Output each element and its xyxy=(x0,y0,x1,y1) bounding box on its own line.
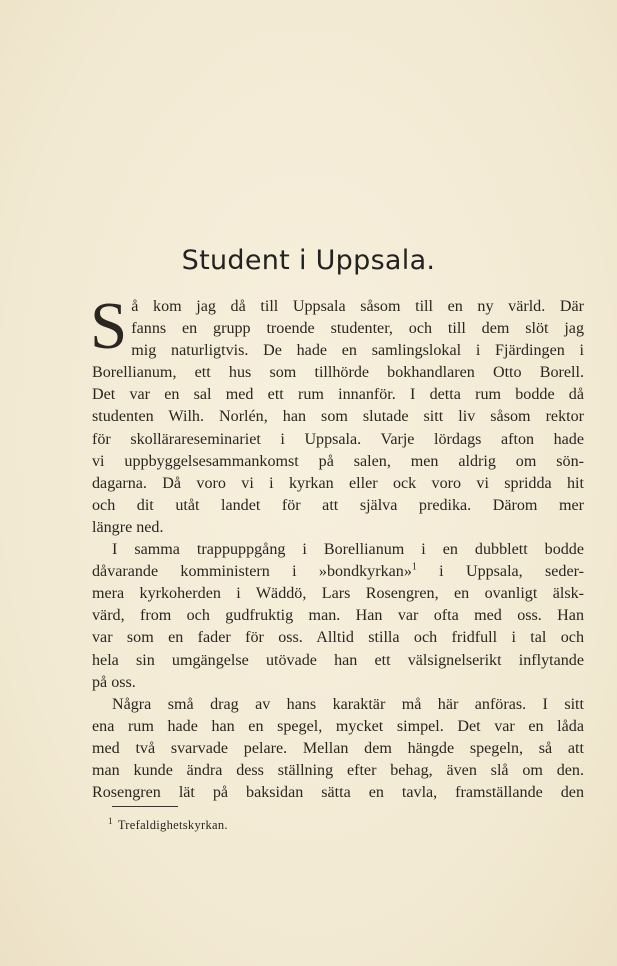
text-line: mig naturligtvis. De hade en samlingslokal i Fjärdingen i xyxy=(131,342,584,360)
text-line: dagarna. Då voro vi i kyrkan eller ock voro vi spridda hit xyxy=(92,474,584,492)
text-line: mera kyrkoherden i Wäddö, Lars Rosengren, en ovanligt älsk- xyxy=(92,585,584,603)
text-segment: dåvarande komministern i »bondkyrkan» xyxy=(92,563,412,581)
text-line: Rosengren lät på baksidan sätta en tavla, framställande den xyxy=(92,784,584,802)
footnote xyxy=(108,815,228,833)
text-line: längre ned. xyxy=(92,518,164,536)
text-line: på oss. xyxy=(92,673,136,691)
text-line: studenten Wilh. Norlén, han som slutade sitt liv såsom rektor xyxy=(92,408,584,426)
text-line: Några små drag av hans karaktär må här anföras. I sitt xyxy=(112,695,584,713)
text-line: var som en fader för oss. Alltid stilla och fridfull i tal och xyxy=(92,629,584,647)
footnote-number: 1 xyxy=(108,815,113,826)
text-line: Det var en sal med ett rum innanför. I detta rum bodde då xyxy=(92,386,584,404)
body-text xyxy=(90,289,584,804)
text-line: Borellianum, ett hus som tillhörde bokhandlaren Otto Borell. xyxy=(92,364,584,382)
text-line xyxy=(92,561,584,583)
text-line: ena rum hade han en spegel, mycket simpel. Det var en låda xyxy=(92,717,584,735)
footnote-divider xyxy=(112,806,178,807)
chapter-title: Student i Uppsala. xyxy=(181,245,436,276)
text-line: värd, from och gudfruktig man. Han var ofta med oss. Han xyxy=(92,607,584,625)
text-segment: i Uppsala, seder- xyxy=(416,563,584,581)
text-line: och dit utåt landet för att själva predika. Därom mer xyxy=(92,496,584,514)
text-line: man kunde ändra dess ställning efter behag, även slå om den. xyxy=(92,761,584,779)
footnote-marker: 1 xyxy=(411,561,417,573)
text-line: vi uppbyggelsesammankomst på salen, men aldrig om sön- xyxy=(92,452,584,470)
text-line: å kom jag då till Uppsala såsom till en ny värld. Där xyxy=(131,298,584,315)
text-line: med två svarvade pelare. Mellan dem hängde spegeln, så att xyxy=(92,739,584,757)
text-line: fanns en grupp troende studenter, och till dem slöt jag xyxy=(131,320,584,338)
text-line: hela sin umgängelse utövade han ett välsignelserikt inflytande xyxy=(92,651,584,669)
text-line: för skollärareseminariet i Uppsala. Varje lördags afton hade xyxy=(92,430,584,448)
drop-cap: S xyxy=(90,289,128,363)
text-line: I samma trappuppgång i Borellianum i en dubblett bodde xyxy=(112,541,584,559)
footnote-text: Trefaldighetskyrkan. xyxy=(117,818,228,832)
